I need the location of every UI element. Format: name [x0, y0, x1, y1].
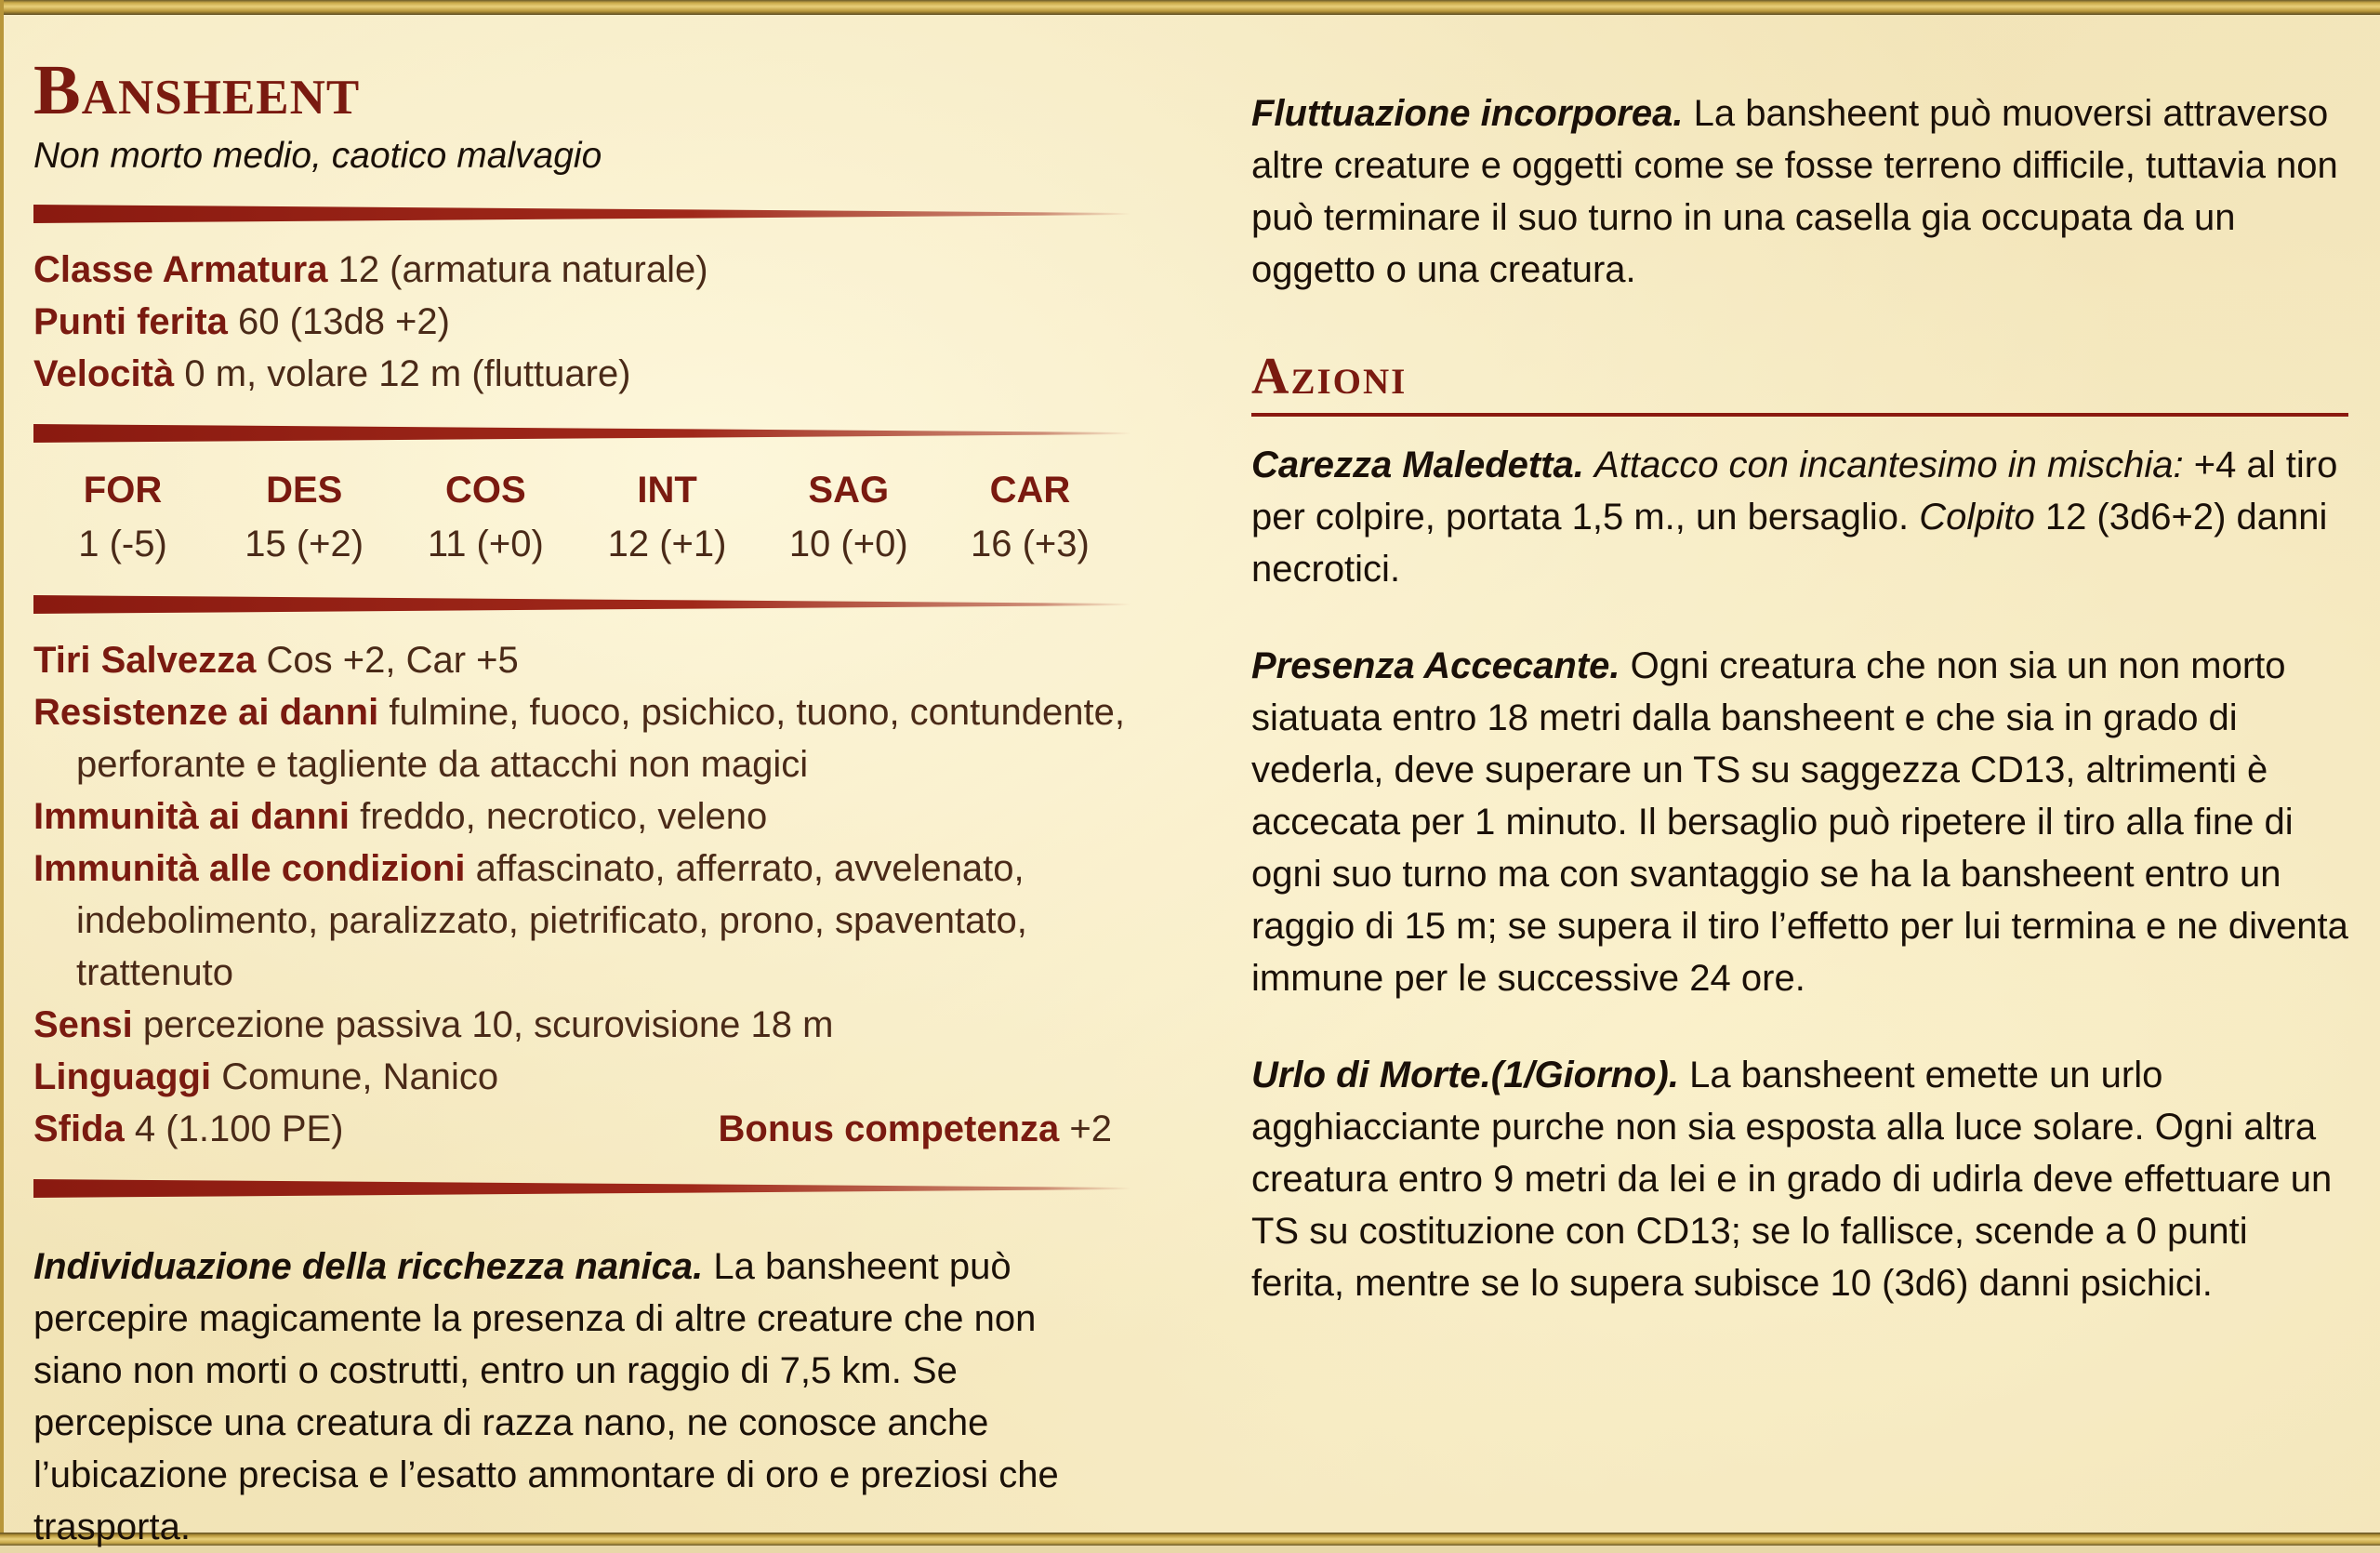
divider [33, 1179, 1130, 1198]
senses-label: Sensi [33, 1004, 133, 1045]
ability-value: 12 (+1) [607, 524, 727, 564]
condition-immunities [33, 843, 1130, 999]
ability-name: DES [266, 470, 343, 511]
ability-name: SAG [808, 470, 890, 511]
ability-int [584, 463, 751, 571]
right-column [1251, 41, 2348, 1309]
damage-immunities-value: freddo, necrotico, veleno [360, 796, 768, 837]
damage-resistances-value: fulmine, fuoco, psichico, tuono, contundente, perforante e tagliente da attacchi non magici [76, 692, 1125, 785]
proficiency-bonus-label: Bonus competenza [718, 1108, 1060, 1149]
ability-value: 1 (-5) [78, 524, 167, 564]
armor-class-value: 12 (armatura naturale) [337, 249, 708, 290]
trait-dwarven-wealth [33, 1241, 1130, 1553]
challenge-value: 4 (1.100 PE) [134, 1108, 344, 1149]
proficiency-bonus-value: +2 [1069, 1108, 1112, 1149]
action-attack-type: Attacco con incantesimo in mischia: [1594, 445, 2184, 485]
senses [33, 999, 1130, 1051]
actions-heading: Azioni [1251, 344, 2348, 417]
languages [33, 1051, 1130, 1103]
divider [33, 424, 1130, 443]
damage-resistances-label: Resistenze ai danni [33, 692, 379, 733]
action-blinding-presence [1251, 640, 2348, 1004]
monster-name: Bansheent [33, 51, 361, 129]
trait-incorporeal-float [1251, 87, 2348, 296]
ability-value: 10 (+0) [788, 524, 908, 564]
action-name: Carezza Maledetta. [1251, 445, 1584, 485]
left-column [33, 41, 1130, 1553]
action-hit-label: Colpito [1919, 497, 2035, 538]
saving-throws-value: Cos +2, Car +5 [266, 640, 519, 681]
ability-value: 15 (+2) [245, 524, 364, 564]
ability-value: 16 (+3) [971, 524, 1090, 564]
trait-text: La bansheent può percepire magicamente la presenza di altre creature che non siano non morti o costrutti, entro un raggio di 7,5 km. Se percepisce una creatura di razza nano, ne conosce anche l’ubicazione precisa e l’esatto ammontare di oro e preziosi che trasporta. [33, 1246, 1059, 1547]
ability-name: COS [445, 470, 526, 511]
challenge-row [33, 1103, 1130, 1155]
challenge-label: Sfida [33, 1108, 125, 1149]
divider [33, 595, 1130, 614]
action-death-wail [1251, 1049, 2348, 1309]
trait-name: Individuazione della ricchezza nanica. [33, 1246, 704, 1287]
condition-immunities-value: affascinato, afferrato, avvelenato, indebolimento, paralizzato, pietrificato, prono, spaventato, trattenuto [76, 848, 1027, 993]
ability-des [220, 463, 388, 571]
hit-points-label: Punti ferita [33, 301, 228, 342]
top-border [0, 0, 2380, 15]
challenge [33, 1103, 344, 1155]
senses-value: percezione passiva 10, scurovisione 18 m [142, 1004, 834, 1045]
ability-cos [402, 463, 569, 571]
left-border [0, 0, 4, 1546]
ability-for [39, 463, 206, 571]
action-text: La bansheent emette un urlo agghiacciante purche non sia esposta alla luce solare. Ogni altra creatura entro 9 metri da lei e in grado di udirla deve effettuare un TS su costituzione con CD13; se lo fallisce, scende a 0 punti ferita, mentre se lo supera subisce 10 (3d6) danni psichici. [1251, 1055, 2333, 1304]
action-name: Urlo di Morte.(1/Giorno). [1251, 1055, 1679, 1095]
ability-name: FOR [83, 470, 163, 511]
action-text: Ogni creatura che non sia un non morto siatuata entro 18 metri dalla bansheent e che sia in grado di vederla, deve superare un TS su saggezza CD13, altrimenti è accecata per 1 minuto. Il bersaglio può ripetere il tiro alla fine di ogni suo turno ma con svantaggio se ha la bansheent entro un raggio di 15 m; se supera il tiro l’effetto per lui termina e ne diventa immune per le successive 24 ore. [1251, 645, 2348, 999]
speed-label: Velocità [33, 353, 175, 394]
divider [33, 205, 1130, 223]
ability-sag [765, 463, 932, 571]
languages-label: Linguaggi [33, 1056, 212, 1097]
action-text: +4 al tiro per colpire, portata 1,5 m., un bersaglio. [1251, 445, 2338, 538]
condition-immunities-label: Immunità alle condizioni [33, 848, 466, 889]
hit-points [33, 296, 1130, 348]
armor-class [33, 244, 1130, 296]
action-cursed-caress [1251, 439, 2348, 595]
action-name: Presenza Accecante. [1251, 645, 1620, 686]
ability-value: 11 (+0) [427, 524, 544, 564]
trait-name: Fluttuazione incorporea. [1251, 93, 1684, 134]
speed [33, 348, 1130, 400]
armor-class-label: Classe Armatura [33, 249, 328, 290]
monster-type: Non morto medio, caotico malvagio [33, 136, 602, 176]
action-damage: 12 (3d6+2) danni necrotici. [1251, 497, 2328, 590]
ability-scores [33, 463, 1130, 571]
saving-throws-label: Tiri Salvezza [33, 640, 257, 681]
damage-resistances [33, 686, 1130, 790]
proficiency-bonus [719, 1103, 1112, 1155]
ability-car [946, 463, 1114, 571]
hit-points-value: 60 (13d8 +2) [238, 301, 450, 342]
damage-immunities [33, 790, 1130, 843]
damage-immunities-label: Immunità ai danni [33, 796, 350, 837]
saving-throws [33, 634, 1130, 686]
ability-name: CAR [989, 470, 1071, 511]
ability-name: INT [637, 470, 697, 511]
speed-value: 0 m, volare 12 m (fluttuare) [184, 353, 631, 394]
trait-text: La bansheent può muoversi attraverso altre creature e oggetti come se fosse terreno difficile, tuttavia non può terminare il suo turno in una casella gia occupata da un oggetto o una creatura. [1251, 93, 2338, 290]
languages-value: Comune, Nanico [221, 1056, 499, 1097]
